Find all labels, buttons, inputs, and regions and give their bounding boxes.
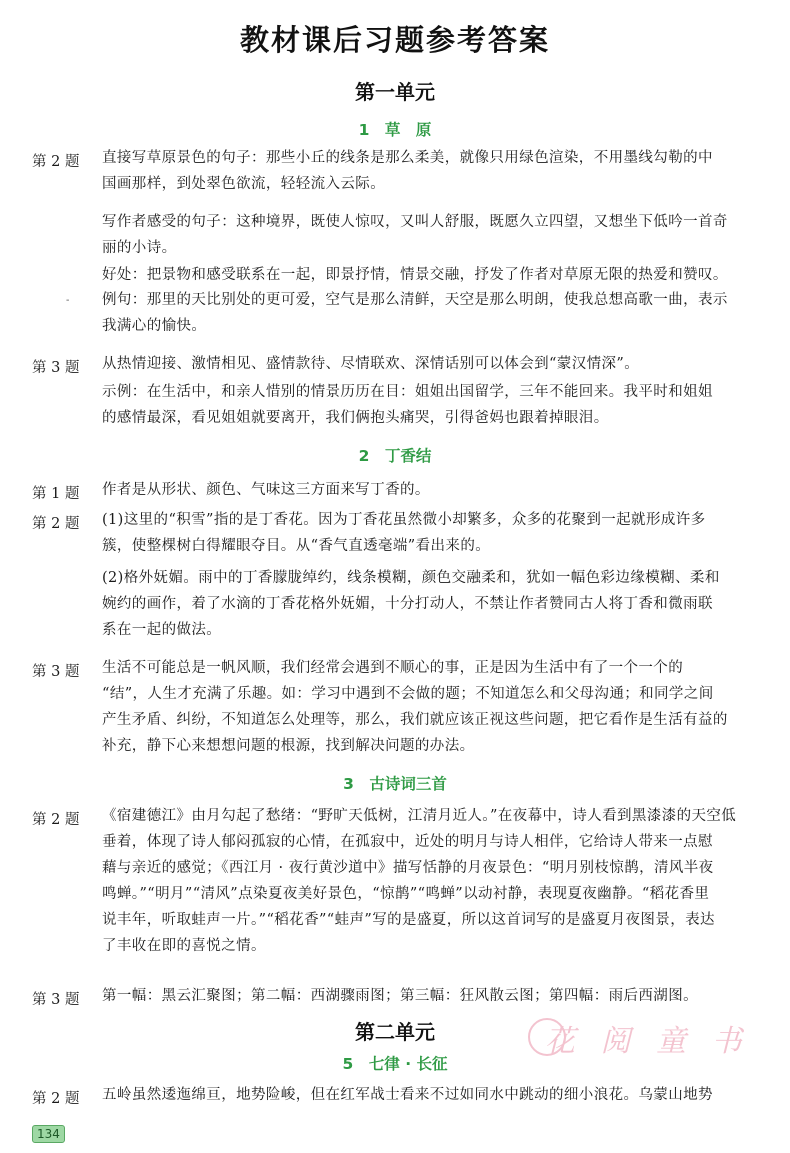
question-label: 第 3 题 xyxy=(32,992,80,1008)
answer-paragraph xyxy=(102,655,770,759)
answer-line: 作者是从形状、颜色、气味这三方面来写丁香的。 xyxy=(102,482,430,498)
question-label: 第 2 题 xyxy=(32,1091,80,1107)
page-title: 教材课后习题参考答案 xyxy=(239,23,550,57)
answer-line: 补充，静下心来想想问题的根源，找到解决问题的办法。 xyxy=(102,738,475,754)
answer-paragraph xyxy=(102,507,770,559)
answer-line: 示例：在生活中，和亲人惜别的情景历历在目：姐姐出国留学，三年不能回来。我平时和姐姐 xyxy=(102,384,713,400)
watermark: 花 阅 童 书 xyxy=(545,1024,750,1059)
answer-line: 的感情最深，看见姐姐就要离开，我们俩抱头痛哭，引得爸妈也跟着掉眼泪。 xyxy=(102,410,609,426)
page-number-badge: 134 xyxy=(32,1125,65,1143)
unit-title-2: 第二单元 xyxy=(355,1020,435,1044)
answer-line: 生活不可能总是一帆风顺，我们经常会遇到不顺心的事，正是因为生活中有了一个一个的 xyxy=(102,660,684,676)
lesson-heading-1: 1 草 原 xyxy=(358,121,432,139)
answer-line: 产生矛盾、纠纷，不知道怎么处理等，那么，我们就应该正视这些问题，把它看作是生活有益的 xyxy=(102,712,728,728)
answer-line: 丽的小诗。 xyxy=(102,240,177,256)
answer-paragraph xyxy=(102,983,770,1009)
answer-paragraph xyxy=(102,351,770,377)
answer-line: 例句：那里的天比别处的更可爱，空气是那么清鲜，天空是那么明朗，使我总想高歌一曲，表示 xyxy=(102,292,728,308)
answer-line: “结”，人生才充满了乐趣。如：学习中遇到不会做的题；不知道怎么和父母沟通；和同学之间 xyxy=(102,686,714,702)
answer-paragraph xyxy=(102,262,770,288)
question-label: 第 2 题 xyxy=(32,516,80,532)
answer-line: 从热情迎接、激情相见、盛情款待、尽情联欢、深情话别可以体会到“蒙汉情深”。 xyxy=(102,356,640,372)
answer-line: 我满心的愉快。 xyxy=(102,318,207,334)
answer-paragraph xyxy=(102,287,770,339)
answer-paragraph xyxy=(102,565,770,643)
answer-line: 五岭虽然逶迤绵亘，地势险峻，但在红军战士看来不过如同水中跳动的细小浪花。乌蒙山地势 xyxy=(102,1087,713,1103)
answer-line: 国画那样，到处翠色欲流，轻轻流入云际。 xyxy=(102,176,386,192)
question-label: 第 1 题 xyxy=(32,486,80,502)
answer-line: 说丰年，听取蛙声一片。”“稻花香”“蛙声”写的是盛夏，所以这首词写的是盛夏月夜图景，表达 xyxy=(102,912,715,928)
answer-line: 写作者感受的句子：这种境界，既使人惊叹，又叫人舒服，既愿久立四望，又想坐下低吟一首奇 xyxy=(102,214,728,230)
answer-line: (2)格外妩媚。雨中的丁香朦胧绰约，线条模糊，颜色交融柔和，犹如一幅色彩边缘模糊、柔和 xyxy=(102,570,720,586)
answer-paragraph xyxy=(102,477,770,503)
question-label: 第 3 题 xyxy=(32,664,80,680)
answer-line: 系在一起的做法。 xyxy=(102,622,222,638)
lesson-heading-2: 2 丁香结 xyxy=(358,447,432,465)
answer-line: 婉约的画作，着了水滴的丁香花格外妩媚，十分打动人，不禁让作者赞同古人将丁香和微雨联 xyxy=(102,596,713,612)
answer-paragraph xyxy=(102,1082,770,1108)
unit-title-1: 第一单元 xyxy=(355,80,435,104)
lesson-heading-5: 5 七律 · 长征 xyxy=(342,1055,448,1073)
answer-paragraph xyxy=(102,145,770,197)
lesson-heading-3: 3 古诗词三首 xyxy=(343,775,447,793)
question-label: 第 2 题 xyxy=(32,154,80,170)
answer-line: 鸣蝉。”“明月”“清风”点染夏夜美好景色，“惊鹊”“鸣蝉”以动衬静，表现夏夜幽静。“稻花香里 xyxy=(102,886,710,902)
answer-line: 垂着，体现了诗人郁闷孤寂的心情，在孤寂中，近处的明月与诗人相伴，它给诗人带来一点慰 xyxy=(102,834,713,850)
question-label: 第 3 题 xyxy=(32,360,80,376)
answer-line: 簇，使整棵树白得耀眼夺目。从“香气直透毫端”看出来的。 xyxy=(102,538,491,554)
answer-line: 藉与亲近的感觉；《西江月 · 夜行黄沙道中》描写恬静的月夜景色：“明月别枝惊鹊，清风半夜 xyxy=(102,860,714,876)
answer-line: 《宿建德江》由月勾起了愁绪：“野旷天低树，江清月近人。”在夜幕中，诗人看到黑漆漆的天空低 xyxy=(102,808,737,824)
answer-line: 了丰收在即的喜悦之情。 xyxy=(102,938,266,954)
answer-line: (1)这里的“积雪”指的是丁香花。因为丁香花虽然微小却繁多，众多的花聚到一起就形成许多 xyxy=(102,512,706,528)
answer-line: 直接写草原景色的句子：那些小丘的线条是那么柔美，就像只用绿色渲染，不用墨线勾勒的中 xyxy=(102,150,713,166)
answer-line: 好处：把景物和感受联系在一起，即景抒情，情景交融，抒发了作者对草原无限的热爱和赞叹。 xyxy=(102,267,728,283)
answer-paragraph xyxy=(102,379,770,431)
answer-paragraph xyxy=(102,209,770,261)
answer-paragraph xyxy=(102,803,770,959)
answer-line: 第一幅：黑云汇聚图；第二幅：西湖骤雨图；第三幅：狂风散云图；第四幅：雨后西湖图。 xyxy=(102,988,698,1004)
stray-mark: - xyxy=(66,295,70,306)
question-label: 第 2 题 xyxy=(32,812,80,828)
